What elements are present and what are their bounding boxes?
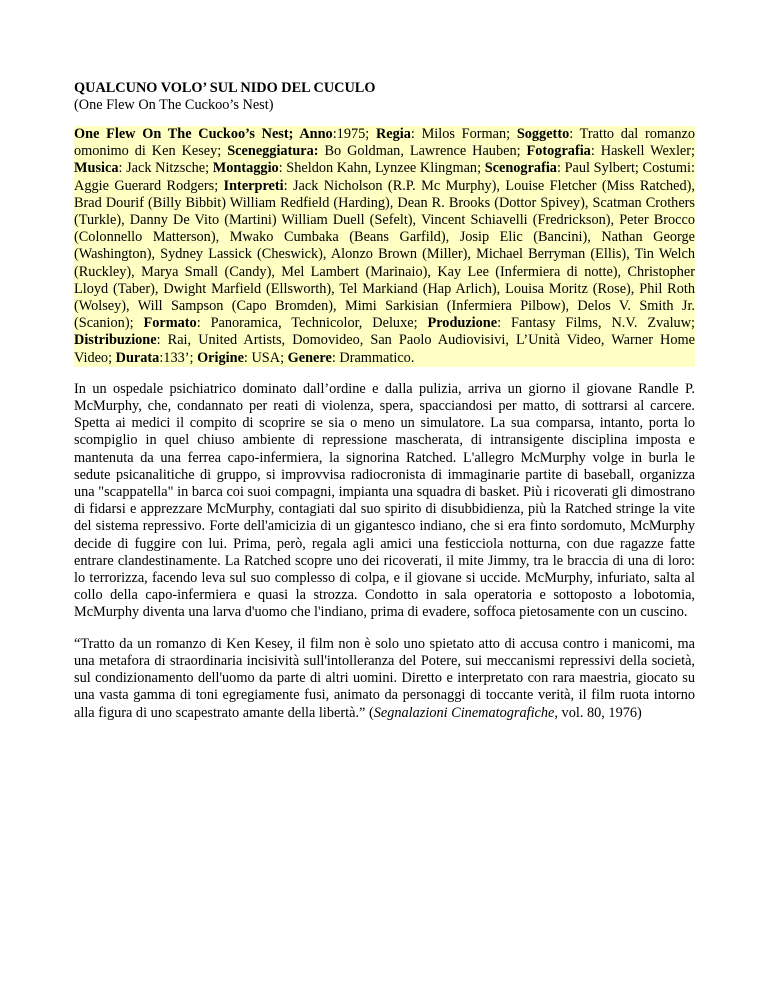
synopsis-paragraph: In un ospedale psichiatrico dominato dall’ordine e dalla pulizia, arriva un giorno il giovane Randle P. McMurphy, che, condannato per reati di violenza, spera, spacciandosi per matto, di sottrarsi al carcere. Spetta ai medici il compito di scoprire se sia o meno un simulatore. La sua comparsa, intanto, porta lo scompiglio in quel chiuso ambiente di repressione mascherata, di intransigente disciplina imposta e mantenuta da una ferrea capo-infermiera, la signorina Ratched. L'allegro McMurphy volge in burla le sedute psicanalitiche di gruppo, si improvvisa radiocronista di immaginarie partite di baseball, organizza una "scappatella" in barca coi suoi compagni, impianta una squadra di basket. Più i ricoverati gli dimostrano di fidarsi e apprezzare McMurphy, contagiati dal suo spirito di disubbidienza, più la Ratched stringe la vite del sistema repressivo. Forte dell'amicizia di un gigantesco indiano, che si era finto sordomuto, McMurphy decide di fuggire con lui. Prima, però, regala agli amici una festicciola notturna, con due ragazze fatte entrare clandestinamente. La Ratched scopre uno dei ricoverati, il mite Jimmy, tra le braccia di una di loro: lo terrorizza, facendo leva sul suo complesso di colpa, e il giovane si uccide. McMurphy, infuriato, salta al collo della capo-infermiera e quasi la strozza. Condotto in sala operatoria e sottoposto a lobotomia, McMurphy diventa una larva d'uomo che l'indiano, prima di evadere, soffoca pietosamente con un cuscino. bbox=[74, 380, 695, 621]
credit-value: :1975; bbox=[332, 126, 376, 142]
credit-label: Anno bbox=[299, 126, 333, 142]
credit-value: : Rai, United Artists, Domovideo, San Paolo Audiovisivi, L’Unità Video, Warner Home Video; bbox=[74, 332, 695, 366]
credit-label: Regia bbox=[375, 126, 411, 142]
credit-value: : Fantasy Films, N.V. Zvaluw; bbox=[497, 315, 695, 332]
credit-label: Sceneggiatura: bbox=[227, 143, 319, 160]
credit-label: Montaggio bbox=[212, 160, 279, 177]
review-source: Segnalazioni Cinematografiche bbox=[373, 704, 555, 721]
credit-label: One Flew On The Cuckoo’s Nest; bbox=[74, 126, 300, 142]
credit-label: Distribuzione bbox=[74, 332, 157, 349]
credit-label: Genere bbox=[287, 349, 332, 366]
credit-label: Fotografia bbox=[526, 143, 591, 160]
credit-value: : Haskell Wexler; bbox=[590, 143, 696, 160]
credit-value: : Milos Forman; bbox=[410, 126, 517, 142]
credit-label: Origine bbox=[197, 349, 244, 366]
credit-value: : Panoramica, Technicolor, Deluxe; bbox=[196, 315, 428, 332]
credit-label: Durata bbox=[115, 349, 160, 366]
credit-value: :133’; bbox=[159, 349, 198, 366]
credits-block bbox=[74, 126, 695, 367]
credit-value: : Jack Nitzsche; bbox=[118, 160, 213, 177]
document-page bbox=[74, 80, 695, 736]
credit-value: Bo Goldman, Lawrence Hauben; bbox=[318, 143, 527, 160]
credit-label: Scenografia bbox=[484, 160, 557, 177]
review-text: “Tratto da un romanzo di Ken Kesey, il film non è solo uno spietato atto di accusa contro i manicomi, ma una metafora di straordinaria incisività sull'intolleranza del Potere, sui meccanismi repressivi della società, sul condizionamento dell'uomo da parte di altri uomini. Diretto e interpretato con rara maestria, giocato su una vasta gamma di toni egregiamente fusi, animato da personaggi di toccante verità, il film ruota intorno alla figura di uno scapestrato amante della libertà.” ( bbox=[74, 635, 695, 721]
credit-label: Soggetto bbox=[516, 126, 570, 142]
credit-value: : USA; bbox=[243, 349, 288, 366]
credit-value: : Paul Sylbert; Costumi: Aggie Guerard Rodgers; bbox=[74, 160, 695, 194]
review-paragraph bbox=[74, 636, 695, 722]
credit-value: : Sheldon Kahn, Lynzee Klingman; bbox=[278, 160, 485, 177]
credit-value: : Tratto dal romanzo omonimo di Ken Kesey; bbox=[74, 126, 695, 160]
credit-value: : Drammatico. bbox=[331, 349, 415, 366]
document-title: QUALCUNO VOLO’ SUL NIDO DEL CUCULO bbox=[74, 80, 376, 96]
credit-label: Interpreti bbox=[223, 177, 284, 194]
credit-value: : Jack Nicholson (R.P. Mc Murphy), Louise Fletcher (Miss Ratched), Brad Dourif (Billy Bibbit) William Redfield (Harding), Dean R. Brooks (Dottor Spivey), Scatman Crothers (Turkle), Danny De Vito (Martini) William Duell (Sefelt), Vincent Schiavelli (Fredrickson), Peter Brocco (Colonnello Matterson), Mwako Cumbaka (Beans Garfild), Josip Elic (Bancini), Nathan George (Washington), Sydney Lassick (Cheswick), Alonzo Brown (Miller), Michael Berryman (Ellis), Tin Welch (Ruckley), Marya Small (Candy), Mel Lambert (Marinaio), Kay Lee (Infermiera di notte), Christopher Lloyd (Taber), Dwight Marfield (Ellsworth), Tel Markiand (Hap Arlich), Louisa Moritz (Rose), Phil Roth (Wolsey), Will Sampson (Capo Bromden), Mimi Sarkisian (Infermiera Pilbow), Delos V. Smith Jr. (Scanion); bbox=[74, 177, 695, 332]
document-subtitle: (One Flew On The Cuckoo’s Nest) bbox=[74, 97, 274, 113]
credit-label: Produzione bbox=[427, 315, 498, 332]
credit-label: Formato bbox=[143, 315, 197, 332]
review-suffix: , vol. 80, 1976) bbox=[554, 704, 642, 721]
credit-label: Musica bbox=[74, 160, 119, 177]
